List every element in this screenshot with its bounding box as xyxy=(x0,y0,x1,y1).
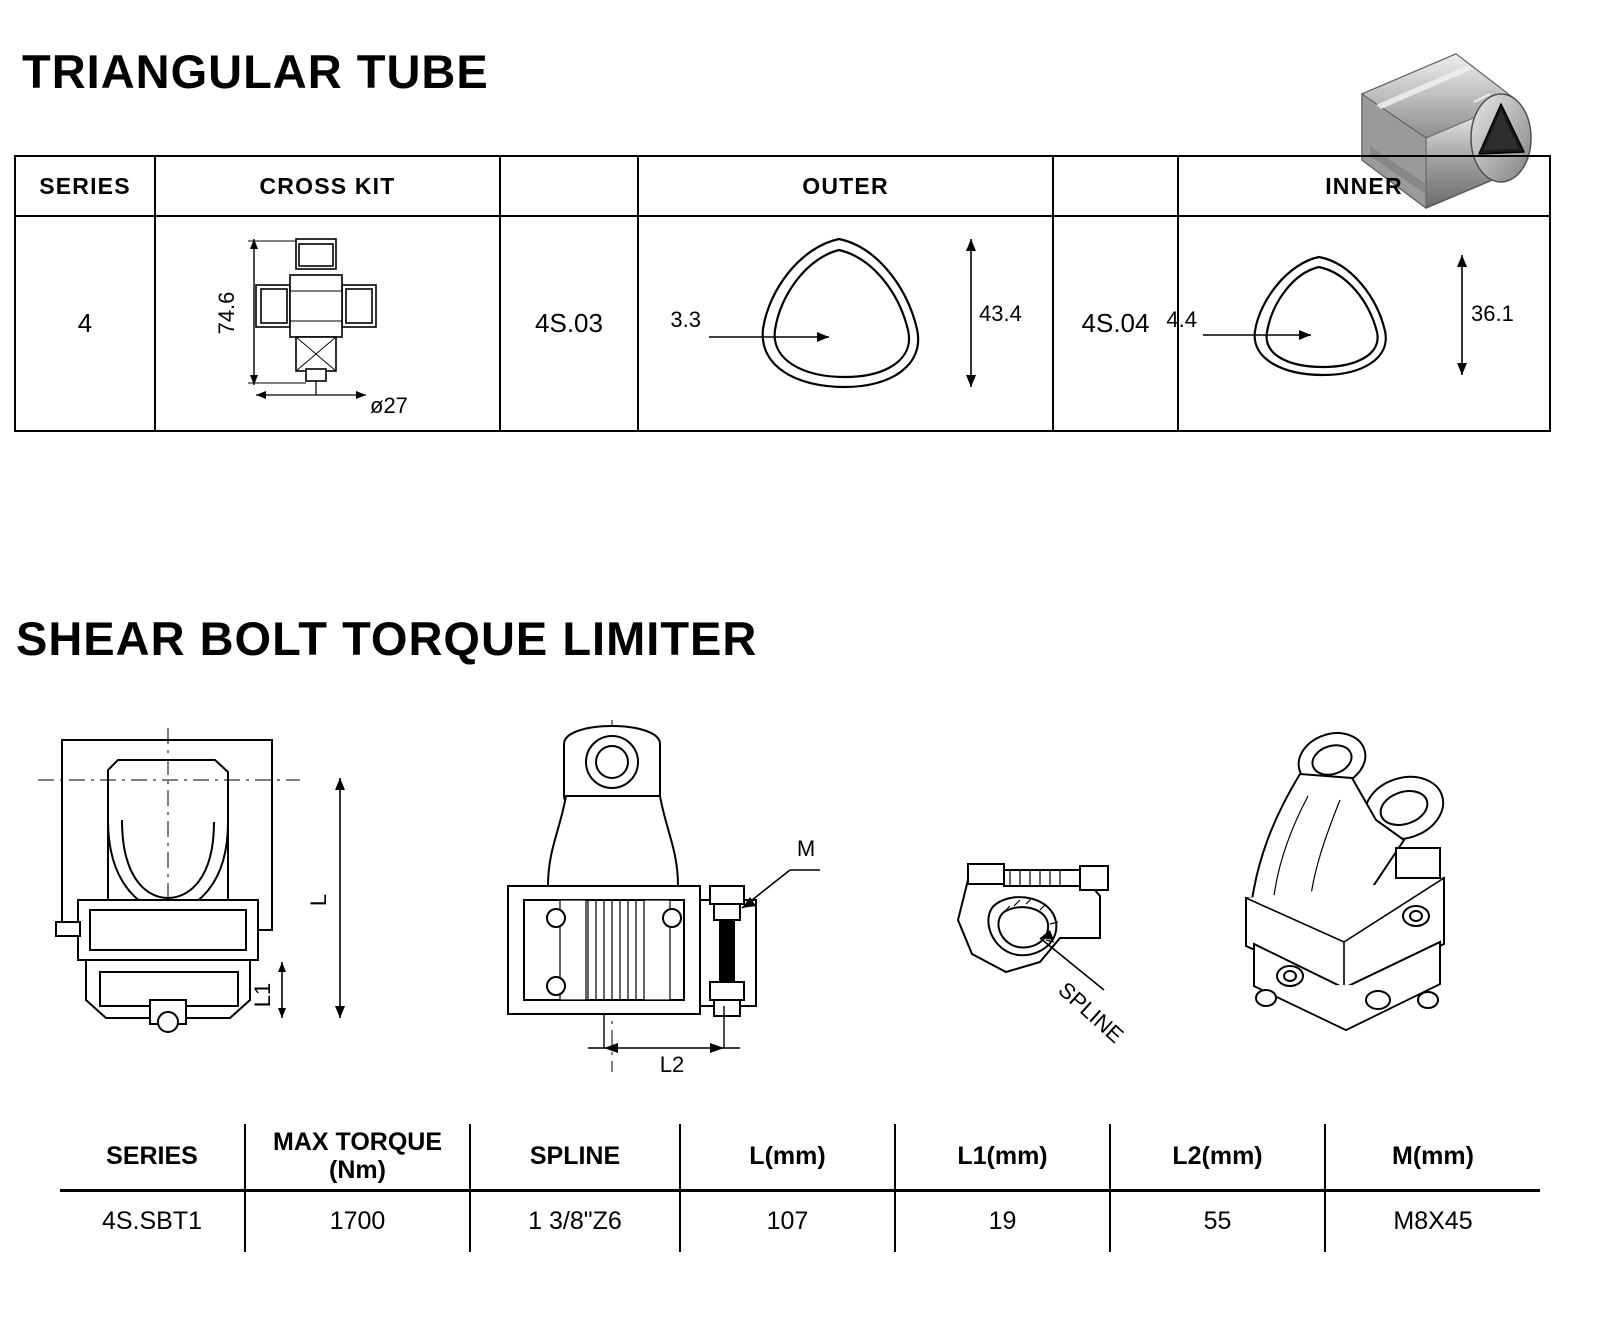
cell-cross-kit-drawing xyxy=(155,216,500,431)
table-row xyxy=(60,1190,1540,1252)
col-header-max-torque xyxy=(245,1124,470,1190)
cell-outer-drawing xyxy=(638,216,1053,431)
col-header-outer: OUTER xyxy=(638,156,1053,216)
dim-label-spline: SPLINE xyxy=(1053,976,1129,1048)
cross-kit-diagram xyxy=(156,217,501,427)
cell-series: 4S.SBT1 xyxy=(60,1190,245,1252)
drawing-section-view xyxy=(508,720,820,1072)
dim-label-L1: L1 xyxy=(250,982,275,1008)
inner-profile-diagram xyxy=(1166,217,1551,427)
cell-l1: 19 xyxy=(895,1190,1110,1252)
dim-label-M: M xyxy=(796,836,816,861)
cell-spline: 1 3/8"Z6 xyxy=(470,1190,680,1252)
col-header-series: SERIES xyxy=(60,1124,245,1190)
drawing-yoke-front xyxy=(38,728,345,1032)
col-header-cross-kit: CROSS KIT xyxy=(155,156,500,216)
col-header-l2: L2(mm) xyxy=(1110,1124,1325,1190)
col-header-spacer-inner-code xyxy=(1053,156,1178,216)
col-header-m: M(mm) xyxy=(1325,1124,1540,1190)
cell-max-torque: 1700 xyxy=(245,1190,470,1252)
outer-profile-diagram xyxy=(639,217,1054,427)
col-header-max-torque-line2: (Nm) xyxy=(329,1156,386,1185)
dim-inner-wall: 4.4 xyxy=(1166,307,1197,332)
col-header-spacer-outer-code xyxy=(500,156,638,216)
cell-series-value: 4 xyxy=(15,216,155,431)
dim-inner-across: 36.1 xyxy=(1471,301,1514,326)
col-header-series: SERIES xyxy=(15,156,155,216)
col-header-spline: SPLINE xyxy=(470,1124,680,1190)
dim-cross-kit-diameter: ø27 xyxy=(370,393,408,418)
table-row xyxy=(15,216,1550,431)
dim-cross-kit-height: 74.6 xyxy=(214,291,239,335)
cell-inner-code: 4S.04 xyxy=(1053,216,1178,431)
cell-l: 107 xyxy=(680,1190,895,1252)
cell-inner-drawing xyxy=(1166,216,1550,431)
page-title-shear-bolt-torque-limiter: SHEAR BOLT TORQUE LIMITER xyxy=(16,612,758,665)
dim-label-L: L xyxy=(306,893,331,907)
page-title-triangular-tube: TRIANGULAR TUBE xyxy=(22,45,489,98)
dim-outer-wall: 3.3 xyxy=(670,307,701,332)
cell-l2: 55 xyxy=(1110,1190,1325,1252)
shear-bolt-spec-table xyxy=(60,1124,1540,1252)
shear-bolt-drawings xyxy=(0,700,1600,1100)
col-header-max-torque-line1: MAX TORQUE xyxy=(273,1127,442,1156)
cell-m: M8X45 xyxy=(1325,1190,1540,1252)
dim-outer-across: 43.4 xyxy=(979,301,1022,326)
col-header-l1: L1(mm) xyxy=(895,1124,1110,1190)
col-header-l: L(mm) xyxy=(680,1124,895,1190)
triangular-tube-table xyxy=(14,155,1551,432)
dim-label-L2: L2 xyxy=(659,1052,685,1077)
drawing-spline-section xyxy=(958,864,1108,990)
table-header-row xyxy=(15,156,1550,216)
cell-outer-code: 4S.03 xyxy=(500,216,638,431)
table-header-row xyxy=(60,1124,1540,1190)
drawing-isometric-limiter xyxy=(1246,725,1451,1030)
col-header-inner: INNER xyxy=(1178,156,1550,216)
